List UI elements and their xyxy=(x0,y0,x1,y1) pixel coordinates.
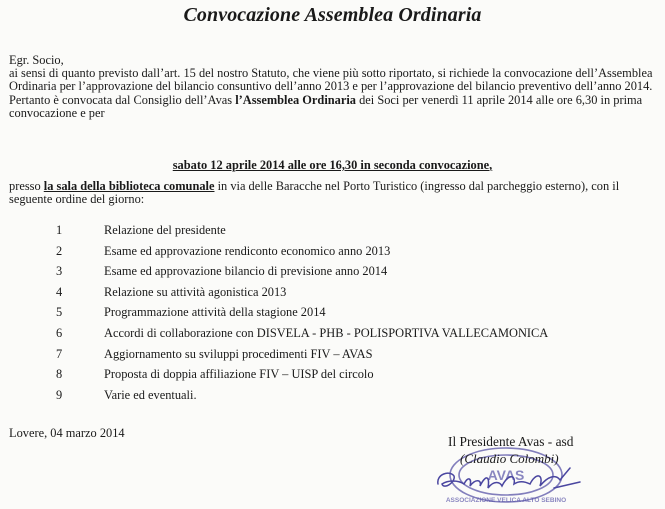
agenda-item-number: 4 xyxy=(56,284,63,299)
agenda-item-text: Proposta di doppia affiliazione FIV – UISP del circolo xyxy=(104,367,374,382)
second-call-text: sabato 12 aprile 2014 alle ore 16,30 in seconda convocazione xyxy=(172,158,490,172)
agenda-item-number: 7 xyxy=(56,346,63,361)
agenda-item xyxy=(50,364,650,385)
place-and-date: Lovere, 04 marzo 2014 xyxy=(9,426,125,440)
agenda-item-text: Relazione su attività agonistica 2013 xyxy=(104,284,287,299)
agenda-item-text: Programmazione attività della stagione 2014 xyxy=(104,305,326,320)
agenda-item-text: Aggiornamento su sviluppi procedimenti FIV – AVAS xyxy=(104,346,373,361)
agenda-item-number: 5 xyxy=(56,305,63,320)
agenda-item xyxy=(50,220,650,241)
agenda-item-text: Esame ed approvazione rendiconto economico anno 2013 xyxy=(104,243,391,258)
stamp-center-text: AVAS xyxy=(487,467,525,483)
agenda-item-number: 9 xyxy=(56,387,63,402)
agenda-item xyxy=(50,344,650,365)
intro-text-part2: dei Soci per venerdì 11 aprile 2014 alle ore 6,30 in prima convocazione e per xyxy=(9,92,643,121)
agenda-item-number: 8 xyxy=(56,367,63,382)
salutation: Egr. Socio, xyxy=(9,53,64,67)
agenda-item xyxy=(50,385,650,406)
second-call-suffix: , xyxy=(489,158,493,172)
signatory-role: Il Presidente Avas - asd xyxy=(448,434,574,449)
venue-paragraph xyxy=(9,180,657,207)
intro-text-part1: ai sensi di quanto previsto dall’art. 15 del nostro Statuto, che viene più sotto riportato, si richiede la convocazione dell’Assemblea Ordinaria per l’approvazione del bilancio consuntivo dell’anno 2013 e per l’approvazione del bilancio preventivo dell’anno 2014. Pertanto è convocata dal Consiglio dell’Avas xyxy=(9,66,653,107)
agenda-item-text: Esame ed approvazione bilancio di previsione anno 2014 xyxy=(104,264,388,279)
agenda-item-number: 1 xyxy=(56,223,63,237)
agenda-item-number: 6 xyxy=(56,325,63,340)
agenda-item-text: Accordi di collaborazione con DISVELA - PHB - POLISPORTIVA VALLECAMONICA xyxy=(104,325,549,340)
document-title: Convocazione Assemblea Ordinaria xyxy=(183,4,482,26)
agenda-item-number: 2 xyxy=(56,243,63,258)
agenda-item xyxy=(50,282,650,303)
agenda-list xyxy=(50,220,650,405)
agenda-item xyxy=(50,241,650,262)
stamp-rim-text: ASSOCIAZIONE VELICA ALTO SEBINO xyxy=(445,497,567,504)
venue-prefix: presso xyxy=(9,179,44,193)
agenda-item xyxy=(50,323,650,344)
venue-place: la sala della biblioteca comunale xyxy=(43,179,215,193)
signatory-name: (Claudio Colombi) xyxy=(460,451,559,466)
intro-bold-assembly: l’Assemblea Ordinaria xyxy=(235,92,356,107)
agenda-item-text: Relazione del presidente xyxy=(104,223,226,237)
agenda-item-number: 3 xyxy=(56,264,63,279)
second-call-date xyxy=(0,158,665,173)
venue-suffix: in via delle Baracche nel Porto Turistico (ingresso dal parcheggio esterno), con il seguente ordine del giorno: xyxy=(9,179,620,207)
intro-paragraph xyxy=(9,67,657,121)
agenda-item xyxy=(50,302,650,323)
agenda-item-text: Varie ed eventuali. xyxy=(104,387,197,402)
agenda-item xyxy=(50,261,650,282)
